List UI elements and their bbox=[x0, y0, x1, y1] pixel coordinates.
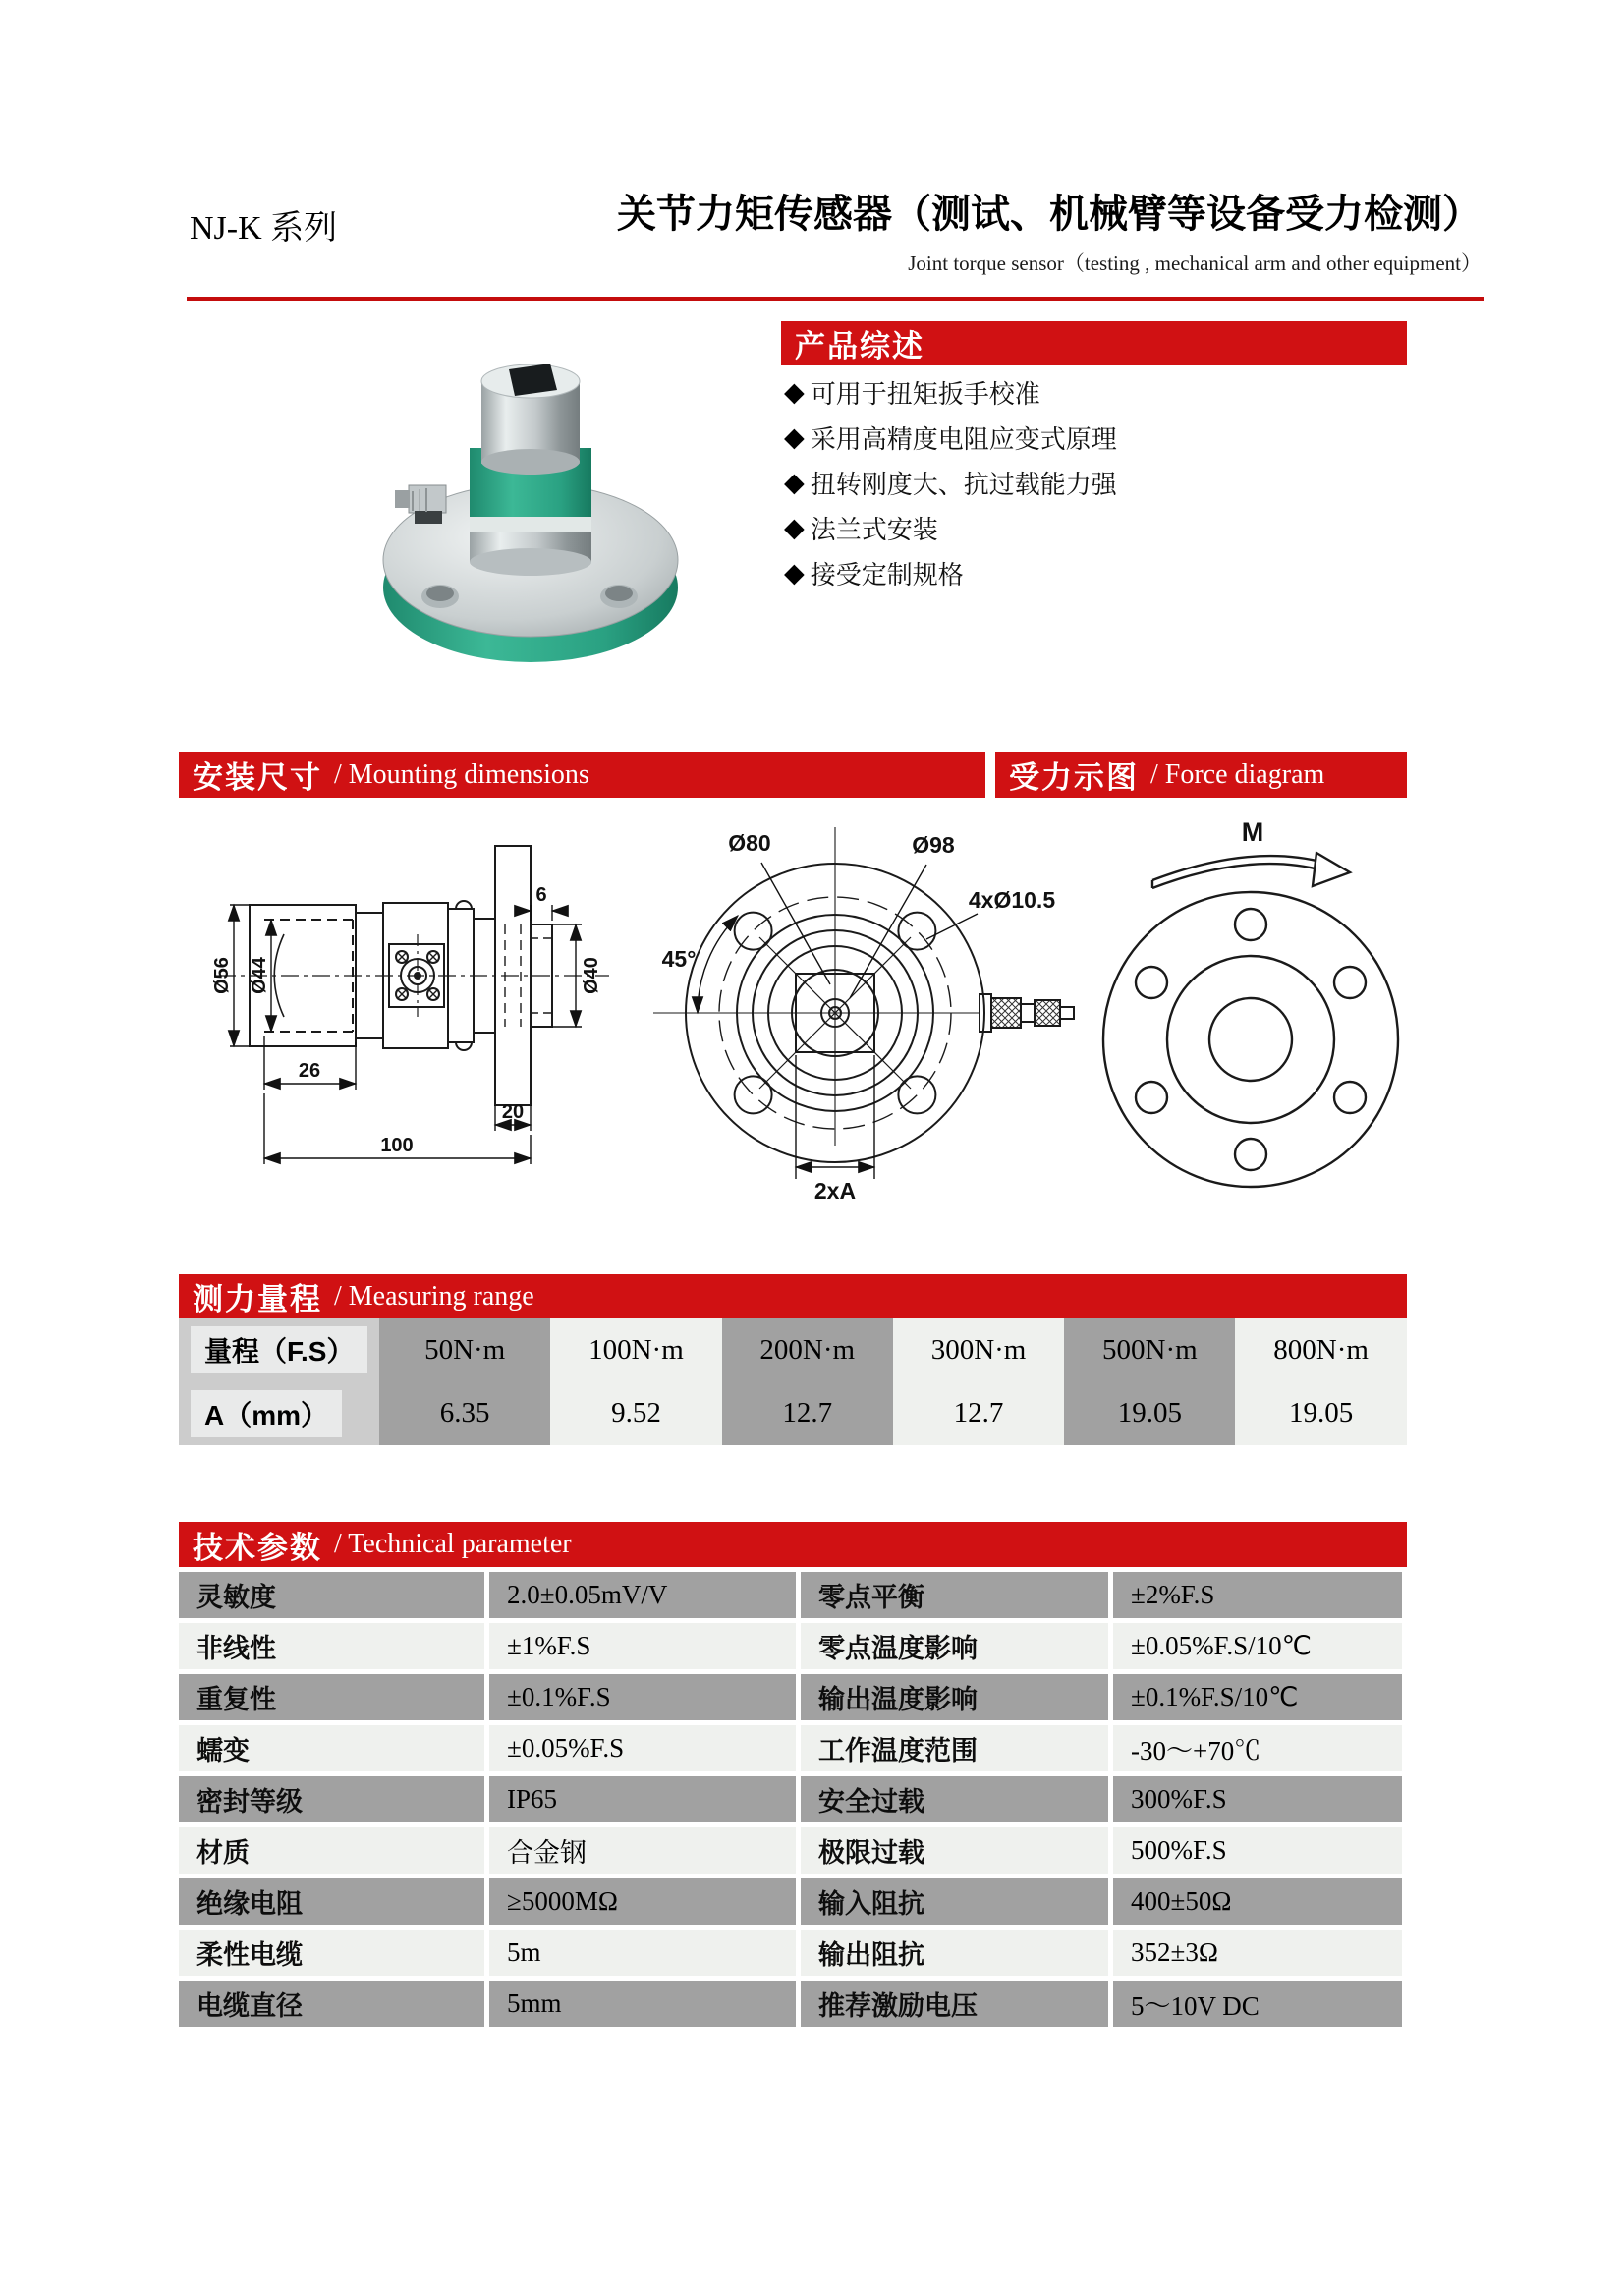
flange-face bbox=[1103, 892, 1398, 1187]
page-subtitle: Joint torque sensor（testing , mechanical arm and other equipment） bbox=[908, 252, 1482, 275]
tech-param-value: ±0.1%F.S/10℃ bbox=[1113, 1674, 1402, 1720]
banner-zh-label: 测力量程 bbox=[193, 1282, 322, 1316]
front-view-dimensions bbox=[698, 863, 978, 1179]
overview-title: 产品综述 bbox=[795, 329, 924, 364]
force-diagram-banner bbox=[995, 752, 1407, 798]
tech-param-name: 绝缘电阻 bbox=[179, 1878, 484, 1925]
range-column bbox=[1064, 1318, 1235, 1445]
tech-param-name: 非线性 bbox=[179, 1623, 484, 1669]
tech-param-value: ±0.05%F.S bbox=[489, 1725, 796, 1771]
diamond-bullet-icon: ◆ bbox=[784, 376, 805, 407]
range-a-value: 19.05 bbox=[1289, 1397, 1354, 1429]
tech-param-name: 材质 bbox=[179, 1827, 484, 1874]
tech-param-value: 400±50Ω bbox=[1113, 1878, 1402, 1925]
page-title: 关节力矩传感器（测试、机械臂等设备受力检测） bbox=[617, 193, 1482, 236]
bullet-text: 可用于扭矩扳手校准 bbox=[810, 378, 1040, 409]
tech-param-value: ≥5000MΩ bbox=[489, 1878, 796, 1925]
range-a-value: 9.52 bbox=[611, 1397, 661, 1429]
force-diagram-drawing bbox=[1059, 812, 1442, 1214]
banner-en-label: / Technical parameter bbox=[334, 1529, 572, 1559]
tech-param-name: 密封等级 bbox=[179, 1776, 484, 1822]
dimension-label: Ø40 bbox=[581, 957, 602, 994]
overview-section-header bbox=[781, 321, 1407, 365]
dimension-label: 4xØ10.5 bbox=[968, 887, 1056, 913]
tech-param-value: 352±3Ω bbox=[1113, 1930, 1402, 1976]
tech-param-value: 5m bbox=[489, 1930, 796, 1976]
side-view-outline bbox=[218, 846, 609, 1105]
diamond-bullet-icon: ◆ bbox=[784, 467, 805, 497]
tech-param-value: 合金钢 bbox=[489, 1827, 796, 1874]
banner-zh-label: 技术参数 bbox=[193, 1530, 322, 1565]
tech-param-value: ±0.1%F.S bbox=[489, 1674, 796, 1720]
moment-label: M bbox=[1241, 817, 1264, 847]
tech-param-name: 输入阻抗 bbox=[801, 1878, 1108, 1925]
banner-en-label: / Measuring range bbox=[334, 1280, 534, 1312]
banner-en-label: / Force diagram bbox=[1150, 758, 1325, 790]
mounting-dimensions-banner bbox=[179, 752, 985, 798]
technical-parameter-banner bbox=[179, 1522, 1407, 1567]
tech-param-name: 零点温度影响 bbox=[801, 1623, 1108, 1669]
tech-param-value: 5～10V DC bbox=[1113, 1981, 1402, 2027]
diamond-bullet-icon: ◆ bbox=[784, 557, 805, 588]
range-a-value: 19.05 bbox=[1117, 1397, 1182, 1429]
range-column bbox=[893, 1318, 1064, 1445]
tech-param-name: 零点平衡 bbox=[801, 1572, 1108, 1618]
bullet-text: 扭转刚度大、抗过载能力强 bbox=[810, 469, 1117, 499]
tech-param-value: -30～+70℃ bbox=[1113, 1725, 1402, 1771]
bullet-item bbox=[784, 550, 1413, 595]
measuring-range-table bbox=[179, 1318, 1407, 1445]
tech-param-value: 500%F.S bbox=[1113, 1827, 1402, 1874]
torque-arrow bbox=[1152, 853, 1350, 888]
range-fs-value: 50N·m bbox=[424, 1333, 506, 1366]
range-fs-value: 300N·m bbox=[930, 1333, 1027, 1366]
dimension-label: 26 bbox=[298, 1060, 321, 1082]
tech-param-name: 重复性 bbox=[179, 1674, 484, 1720]
tech-param-value: ±0.05%F.S/10℃ bbox=[1113, 1623, 1402, 1669]
tech-param-name: 工作温度范围 bbox=[801, 1725, 1108, 1771]
range-a-value: 12.7 bbox=[953, 1397, 1004, 1429]
range-row-label: A（mm） bbox=[179, 1382, 379, 1446]
diamond-bullet-icon: ◆ bbox=[784, 421, 805, 452]
range-column bbox=[1235, 1318, 1406, 1445]
tech-param-name: 极限过载 bbox=[801, 1827, 1108, 1874]
dimension-label: 2xA bbox=[813, 1178, 857, 1204]
series-name: NJ-K 系列 bbox=[190, 210, 338, 247]
dimension-label: 100 bbox=[380, 1135, 414, 1156]
bullet-text: 法兰式安装 bbox=[810, 514, 938, 544]
range-fs-value: 500N·m bbox=[1102, 1333, 1198, 1366]
tech-param-name: 灵敏度 bbox=[179, 1572, 484, 1618]
bullet-text: 采用高精度电阻应变式原理 bbox=[810, 423, 1117, 454]
banner-zh-label: 受力示图 bbox=[1009, 760, 1139, 795]
range-fs-value: 100N·m bbox=[588, 1333, 684, 1366]
diamond-bullet-icon: ◆ bbox=[784, 512, 805, 542]
tech-param-value: 5mm bbox=[489, 1981, 796, 2027]
tech-param-name: 蠕变 bbox=[179, 1725, 484, 1771]
tech-param-value: 2.0±0.05mV/V bbox=[489, 1572, 796, 1618]
tech-param-value: ±2%F.S bbox=[1113, 1572, 1402, 1618]
range-label-column bbox=[179, 1318, 379, 1445]
side-connector bbox=[395, 485, 446, 524]
tech-param-name: 输出温度影响 bbox=[801, 1674, 1108, 1720]
header-rule bbox=[187, 297, 1484, 301]
dimension-label: Ø56 bbox=[211, 957, 233, 994]
range-column bbox=[722, 1318, 893, 1445]
technical-parameter-table bbox=[179, 1572, 1407, 2027]
bullet-item bbox=[784, 460, 1413, 505]
bullet-text: 接受定制规格 bbox=[810, 559, 964, 589]
tech-param-value: ±1%F.S bbox=[489, 1623, 796, 1669]
dimension-label: 20 bbox=[501, 1101, 525, 1123]
range-a-value: 6.35 bbox=[439, 1397, 490, 1429]
tech-param-name: 电缆直径 bbox=[179, 1981, 484, 2027]
tech-param-name: 输出阻抗 bbox=[801, 1930, 1108, 1976]
tech-param-value: IP65 bbox=[489, 1776, 796, 1822]
dimension-label: 6 bbox=[535, 884, 547, 906]
front-view-drawing bbox=[634, 812, 1086, 1209]
range-row-label: 量程（F.S） bbox=[179, 1318, 379, 1382]
range-column bbox=[550, 1318, 721, 1445]
dimension-label: 45° bbox=[661, 946, 697, 972]
banner-zh-label: 安装尺寸 bbox=[193, 760, 322, 795]
sensor-top-cap bbox=[481, 364, 580, 475]
bullet-item bbox=[784, 415, 1413, 460]
dimension-label: Ø44 bbox=[249, 957, 270, 994]
tech-param-name: 柔性电缆 bbox=[179, 1930, 484, 1976]
dimension-label: Ø98 bbox=[912, 832, 955, 858]
dimension-label: Ø80 bbox=[728, 830, 771, 856]
overview-bullet-list bbox=[784, 369, 1413, 595]
bullet-item bbox=[784, 505, 1413, 550]
banner-en-label: / Mounting dimensions bbox=[334, 758, 589, 790]
range-fs-value: 200N·m bbox=[759, 1333, 856, 1366]
measuring-range-banner bbox=[179, 1274, 1407, 1318]
tech-param-value: 300%F.S bbox=[1113, 1776, 1402, 1822]
range-fs-value: 800N·m bbox=[1273, 1333, 1369, 1366]
bullet-item bbox=[784, 369, 1413, 415]
front-view-outline bbox=[653, 827, 984, 1162]
tech-param-name: 推荐激励电压 bbox=[801, 1981, 1108, 2027]
mounting-side-view-drawing bbox=[189, 818, 660, 1211]
product-photo bbox=[324, 324, 737, 666]
tech-param-name: 安全过载 bbox=[801, 1776, 1108, 1822]
range-column bbox=[379, 1318, 550, 1445]
range-a-value: 12.7 bbox=[782, 1397, 833, 1429]
